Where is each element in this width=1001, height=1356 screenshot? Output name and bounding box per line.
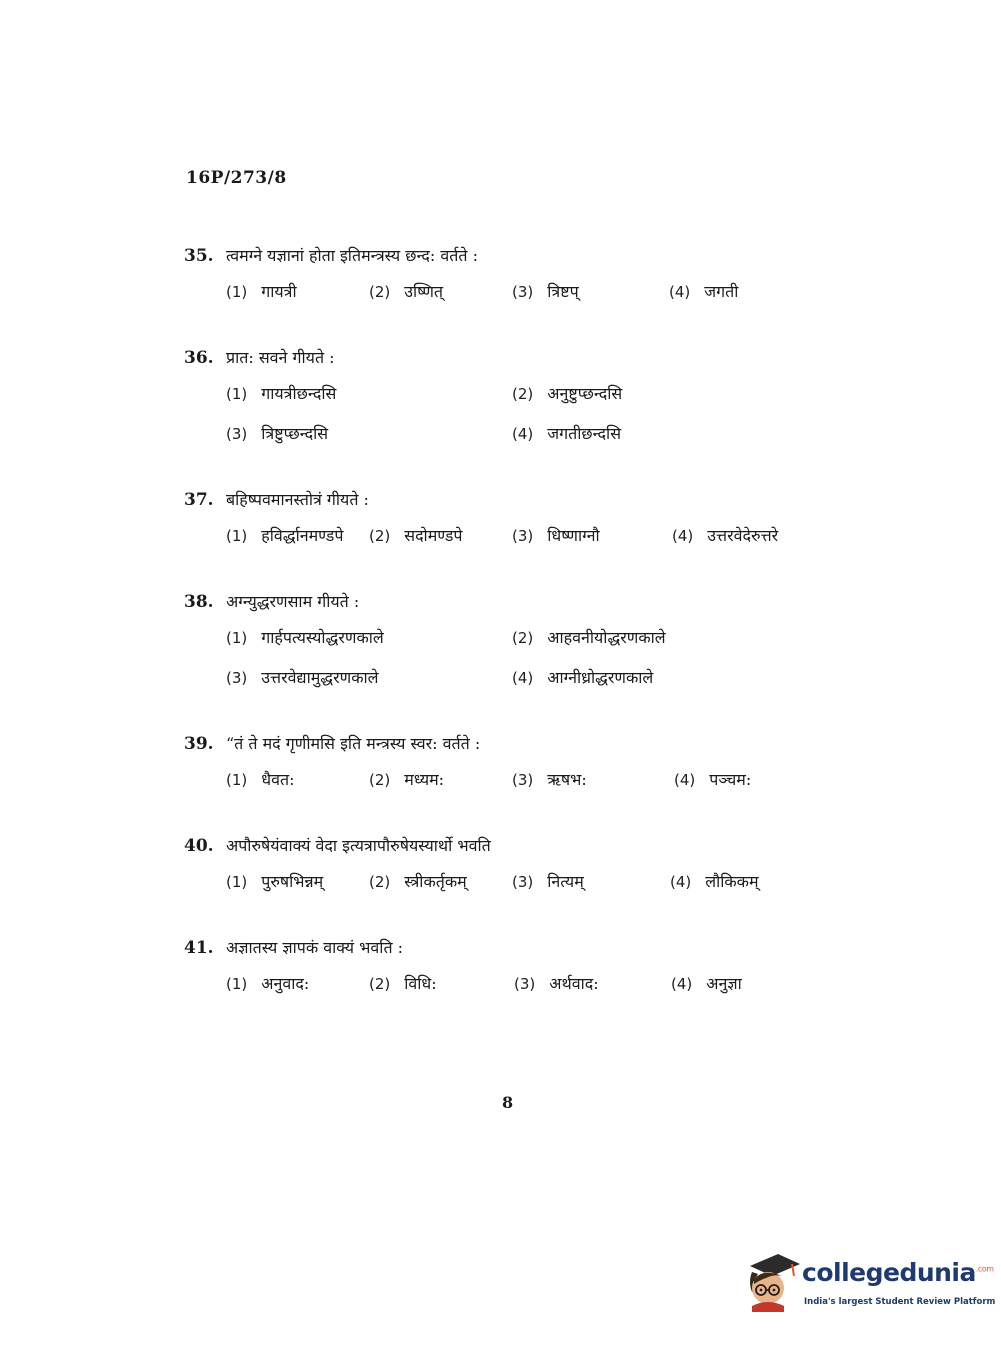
question-text: अज्ञातस्य ज्ञापकं वाक्यं भवति : [226, 938, 404, 957]
option-3 [226, 422, 512, 444]
option-3 [226, 666, 512, 688]
question-number: 37. [184, 490, 214, 510]
option-1 [226, 768, 369, 790]
option-2 [369, 870, 512, 892]
option-2 [512, 382, 812, 404]
option-text: अनुष्टुप्छन्दसि [547, 384, 623, 403]
option-text: गायत्रीछन्दसि [261, 384, 337, 403]
option-number: (2) [512, 385, 534, 403]
paper-code: 16P/273/8 [186, 168, 287, 188]
question-41 [184, 936, 824, 994]
option-number: (1) [226, 629, 248, 647]
option-1 [226, 972, 369, 994]
option-number: (2) [369, 771, 391, 789]
option-text: अर्थवाद: [549, 974, 599, 993]
option-3 [514, 972, 671, 994]
option-text: अनुज्ञा [706, 974, 742, 993]
option-number: (3) [512, 527, 534, 545]
question-number: 40. [184, 836, 214, 856]
option-number: (1) [226, 771, 248, 789]
option-number: (4) [669, 283, 691, 301]
option-text: अनुवाद: [261, 974, 310, 993]
option-text: पञ्चम: [709, 770, 752, 789]
option-text: जगतीछन्दसि [547, 424, 622, 443]
option-number: (4) [674, 771, 696, 789]
option-text: जगती [704, 282, 739, 301]
option-4 [670, 870, 759, 892]
option-number: (3) [512, 283, 534, 301]
question-text: प्रात: सवने गीयते : [226, 348, 335, 367]
question-text: त्वमग्ने यज्ञानां होता इतिमन्त्रस्य छन्द: वर्तते : [226, 246, 479, 265]
option-4 [672, 524, 778, 546]
option-text: लौकिकम् [705, 872, 759, 891]
option-4 [669, 280, 738, 302]
question-38 [184, 590, 824, 688]
option-1 [226, 626, 512, 648]
option-text: गायत्री [261, 282, 297, 301]
question-37 [184, 488, 824, 546]
option-text: त्रिष्टुप्छन्दसि [261, 424, 329, 443]
option-number: (4) [670, 873, 692, 891]
option-3 [512, 524, 672, 546]
option-number: (1) [226, 873, 248, 891]
option-1 [226, 870, 369, 892]
options-row [184, 870, 824, 892]
option-number: (4) [512, 425, 534, 443]
option-4 [671, 972, 742, 994]
option-text: सदोमण्डपे [404, 526, 463, 545]
option-1 [226, 280, 369, 302]
option-4 [512, 666, 812, 688]
option-number: (3) [226, 425, 248, 443]
option-text: आहवनीयोद्धरणकाले [547, 628, 666, 647]
option-text: मध्यम: [404, 770, 445, 789]
option-number: (4) [671, 975, 693, 993]
option-2 [369, 280, 512, 302]
page-number: 8 [502, 1093, 514, 1112]
option-2 [369, 972, 514, 994]
option-number: (2) [369, 975, 391, 993]
option-3 [512, 870, 670, 892]
options-grid [184, 382, 824, 444]
option-number: (2) [369, 873, 391, 891]
option-number: (1) [226, 527, 248, 545]
option-text: उत्तरवेदेरुत्तरे [707, 526, 779, 545]
options-row [184, 972, 824, 994]
options-row [184, 524, 824, 546]
option-text: हविर्द्धानमण्डपे [261, 526, 344, 545]
question-text: अग्न्युद्धरणसाम गीयते : [226, 592, 360, 611]
options-row [184, 768, 824, 790]
option-number: (3) [512, 771, 534, 789]
option-text: ऋषभ: [547, 770, 587, 789]
option-text: गार्हपत्यस्योद्धरणकाले [261, 628, 384, 647]
question-36 [184, 346, 824, 444]
option-number: (4) [512, 669, 534, 687]
option-2 [369, 768, 512, 790]
question-number: 38. [184, 592, 214, 612]
option-2 [512, 626, 812, 648]
mascot-icon [742, 1250, 802, 1312]
logo-tagline: India's largest Student Review Platform [804, 1297, 996, 1307]
question-number: 41. [184, 938, 214, 958]
option-text: पुरुषभिन्नम् [261, 872, 324, 891]
option-1 [226, 382, 512, 404]
question-number: 35. [184, 246, 214, 266]
option-number: (1) [226, 975, 248, 993]
option-text: नित्यम् [547, 872, 584, 891]
option-text: धिष्णाग्नौ [547, 526, 600, 545]
option-2 [369, 524, 512, 546]
options-row [184, 280, 824, 302]
option-4 [674, 768, 751, 790]
question-text: अपौरुषेयंवाक्यं वेदा इत्यत्रापौरुषेयस्यार्थो भवति [226, 836, 491, 855]
question-text: “तं ते मदं गृणीमसि इति मन्त्रस्य स्वर: वर्तते : [226, 734, 481, 753]
question-text: बहिष्पवमानस्तोत्रं गीयते : [226, 490, 369, 509]
option-text: उत्तरवेद्यामुद्धरणकाले [261, 668, 379, 687]
option-3 [512, 768, 674, 790]
question-40 [184, 834, 824, 892]
logo-suffix: .com [975, 1264, 994, 1274]
option-number: (3) [226, 669, 248, 687]
question-39 [184, 732, 824, 790]
option-number: (3) [514, 975, 536, 993]
option-number: (2) [369, 283, 391, 301]
option-1 [226, 524, 369, 546]
option-number: (4) [672, 527, 694, 545]
option-number: (1) [226, 283, 248, 301]
logo-wordmark [802, 1258, 994, 1287]
options-grid [184, 626, 824, 688]
option-text: त्रिष्टप् [547, 282, 579, 301]
logo-name: collegedunia [802, 1258, 976, 1287]
option-number: (2) [369, 527, 391, 545]
option-3 [512, 280, 669, 302]
option-number: (1) [226, 385, 248, 403]
collegedunia-logo [742, 1250, 996, 1320]
option-number: (2) [512, 629, 534, 647]
question-35 [184, 244, 824, 302]
option-4 [512, 422, 812, 444]
option-text: स्त्रीकर्तृकम् [404, 872, 467, 891]
question-number: 39. [184, 734, 214, 754]
option-text: धैवत: [261, 770, 295, 789]
option-text: उष्णित् [404, 282, 444, 301]
option-text: आग्नीध्रोद्धरणकाले [547, 668, 654, 687]
question-number: 36. [184, 348, 214, 368]
option-text: विधि: [404, 974, 437, 993]
option-number: (3) [512, 873, 534, 891]
